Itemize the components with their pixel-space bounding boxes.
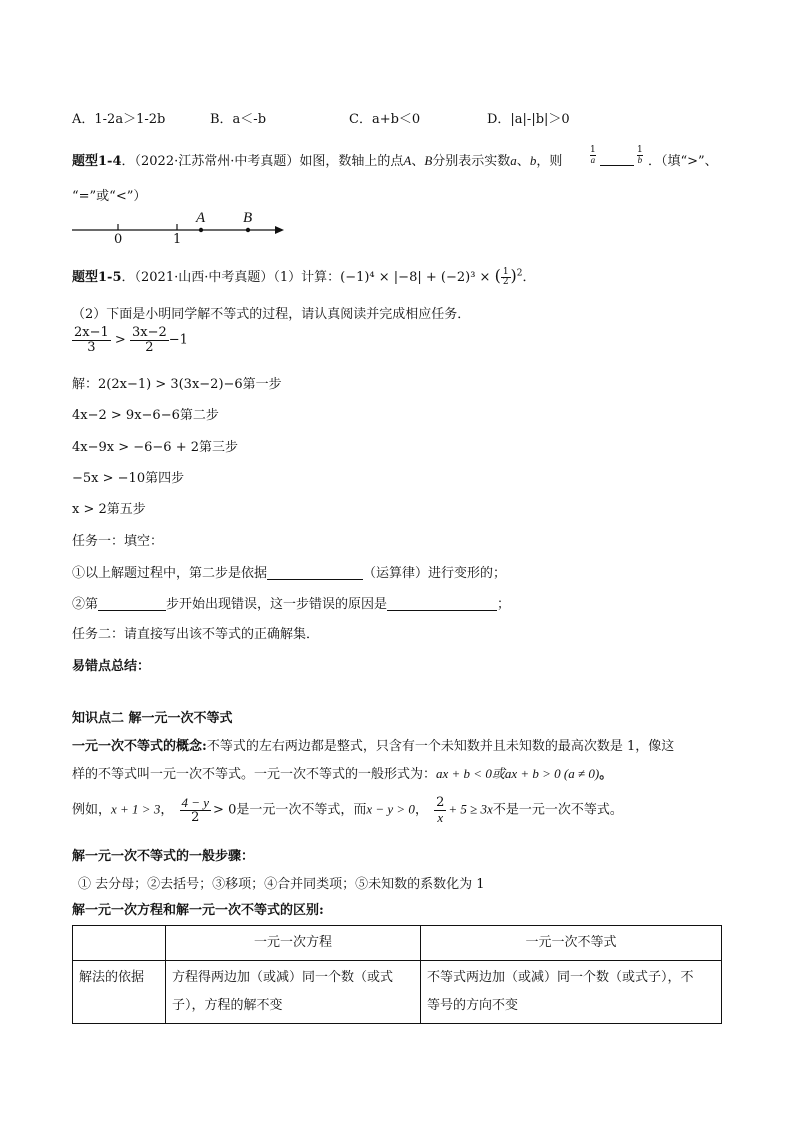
q14-text3: ，则 [536, 154, 563, 169]
ineq-left-den: 3 [87, 339, 96, 355]
ineq-right-den: 2 [145, 339, 154, 355]
kp2-ex-frac-den: 2 [191, 809, 200, 825]
q14-frac-1b [637, 146, 643, 166]
step-2: 4x−2 > 9x−6−6第二步 [72, 408, 219, 423]
q15-paren-close: ) [510, 266, 517, 285]
kp2-example-h: 不是一元一次不等式。 [492, 802, 623, 818]
q15-text1: ．（2021·山西·中考真题）（1）计算： [121, 270, 341, 285]
ineq-right-frac [130, 326, 169, 354]
option-d: D．|a|-|b|＞0 [487, 112, 570, 127]
option-c: C．a+b＜0 [349, 112, 421, 127]
q14-text2: 分别表示实数 [432, 154, 511, 169]
table-header-row [73, 926, 722, 961]
option-b: B．a＜-b [210, 112, 267, 127]
kp2-title: 知识点二 解一元一次不等式 [72, 711, 233, 726]
kp2-ex-frac-num: 4 − y [181, 795, 210, 810]
q15-frac-num: 1 [502, 266, 509, 277]
q15-paren-open: ( [494, 266, 501, 285]
ineq-left-frac [72, 326, 111, 354]
task-2: 任务二：请直接写出该不等式的正确解集． [72, 627, 320, 642]
error-summary-heading: 易错点总结： [72, 659, 151, 674]
kp2-ex2-num: 2 [436, 795, 445, 810]
kp2-steps-title: 解一元一次不等式的一般步骤： [72, 849, 255, 864]
q14-frac1-num: 1 [590, 145, 596, 155]
kp2-steps-text: ① 去分母；②去括号；③移项；④合并同类项；⑤未知数的系数化为 1 [78, 877, 485, 892]
task1-2a: ②第 [72, 597, 99, 612]
kp2-example-frac [180, 796, 212, 824]
q14-var-a: a [510, 153, 517, 168]
q14-frac1-den: a [590, 155, 596, 165]
q15-frac-den: 2 [502, 277, 509, 287]
kp2-general-form: ax + b < 0或ax + b > 0 (a ≠ 0) [436, 766, 600, 781]
kp2-period: 。 [599, 767, 613, 782]
table-cell-equation [166, 961, 421, 1024]
ineq-right-tail: −1 [168, 332, 188, 348]
cell-equation-line1: 方程得两边加（或减）同一个数（或式 [172, 970, 394, 985]
cell-inequality-line2: 等号的方向不变 [427, 998, 519, 1013]
q15-end: ． [522, 270, 536, 285]
point-a-dot [199, 228, 203, 232]
ineq-left-num: 2x−1 [74, 325, 109, 340]
kp2-concept-line2 [72, 763, 612, 782]
table-cell-inequality [421, 961, 722, 1024]
point-b-dot [246, 228, 250, 232]
table-row [73, 961, 722, 1024]
cell-equation-line2: 子），方程的解不变 [172, 998, 283, 1013]
kp2-concept-line1 [72, 735, 674, 754]
kp2-example-d: > 0是一元一次不等式，而 [213, 802, 367, 818]
task-1-item-2 [72, 593, 510, 612]
q14-frac-1a [590, 146, 596, 166]
q14-sep2: 、 [516, 154, 530, 169]
arrow-right-icon [275, 226, 284, 234]
task-1-item-1 [72, 562, 506, 581]
comparison-table [72, 925, 722, 1024]
tick-label-0: 0 [114, 232, 123, 247]
kp2-concept-text: 不等式的左右两边都是整式，只含有一个未知数并且未知数的最高次数是 1，像这 [206, 739, 675, 754]
q15-expr: (−1)⁴ × |−8| + (−2)³ × [340, 270, 495, 285]
cell-inequality-line1: 不等式两边加（或减）同一个数（或式子），不 [427, 970, 694, 985]
blank-error-reason[interactable] [387, 597, 497, 611]
q15-inequality [72, 326, 188, 354]
point-b-label: B [243, 210, 253, 226]
q14-text1: ．（2022·江苏常州·中考真题）如图，数轴上的点 [121, 154, 404, 169]
q14-var-b: b [529, 153, 537, 168]
kp2-example [72, 796, 623, 824]
table-row-label: 解法的依据 [73, 961, 166, 1024]
q15-line1 [72, 266, 536, 287]
ineq-right-num: 3x−2 [131, 325, 167, 340]
kp2-example-frac-2 [434, 796, 446, 824]
point-a-label: A [196, 210, 206, 226]
kp2-example-b: x + 1 > 3 [111, 801, 161, 817]
step-4: −5x > −10第四步 [72, 471, 185, 486]
kp2-concept-line2-text: 样的不等式叫一元一次不等式。一元一次不等式的一般形式为： [72, 767, 437, 782]
kp2-concept-label: 一元一次不等式的概念: [72, 739, 207, 754]
kp2-example-e: x − y > 0 [366, 801, 415, 817]
q14-line1 [72, 150, 562, 169]
kp2-example-f: ， [414, 802, 428, 818]
task1-2c: ； [497, 597, 511, 612]
blank-operation-law[interactable] [267, 566, 363, 580]
step-3: 4x−9x > −6−6 + 2第三步 [72, 440, 239, 455]
ineq-gt: > [114, 332, 126, 348]
task1-1a: ①以上解题过程中，第二步是依据 [72, 566, 268, 581]
kp2-example-g: + 5 ≥ 3x [448, 801, 493, 817]
q14-var-a-point: A [403, 153, 412, 168]
q14-answer-blank[interactable] [600, 152, 634, 166]
tick-label-1: 1 [173, 232, 182, 247]
q14-frac2-num: 1 [637, 145, 643, 155]
q15-frac [501, 268, 511, 288]
q14-line2: “=”或“<”） [72, 189, 147, 204]
kp2-example-a: 例如， [72, 802, 112, 818]
option-a: A．1-2a＞1-2b [72, 112, 166, 127]
table-header-empty [73, 926, 166, 961]
q14-text4: ．（填“>”、 [648, 154, 718, 169]
kp2-example-c: ， [160, 802, 174, 818]
q14-frac2-den: b [637, 155, 643, 165]
table-header-equation: 一元一次方程 [166, 926, 421, 961]
table-header-inequality: 一元一次不等式 [421, 926, 722, 961]
task1-1b: （运算律）进行变形的； [363, 566, 507, 581]
q15-part2: （2）下面是小明同学解不等式的过程，请认真阅读并完成相应任务． [72, 307, 471, 322]
blank-error-step[interactable] [98, 597, 166, 611]
q14-sep: 、 [411, 154, 425, 169]
q14-var-b-point: B [424, 153, 433, 168]
q15-exp: 2 [516, 268, 523, 279]
task1-2b: 步开始出现错误，这一步错误的原因是 [166, 597, 388, 612]
step-1: 解：2(2x−1) > 3(3x−2)−6第一步 [72, 377, 282, 392]
step-5: x > 2第五步 [72, 502, 146, 517]
task-1-title: 任务一：填空： [72, 534, 164, 549]
q15-label: 题型1-5 [72, 270, 122, 285]
q14-label: 题型1-4 [72, 154, 122, 169]
kp2-ex2-den: x [437, 809, 444, 825]
kp2-diff-title: 解一元一次方程和解一元一次不等式的区别: [72, 903, 324, 918]
